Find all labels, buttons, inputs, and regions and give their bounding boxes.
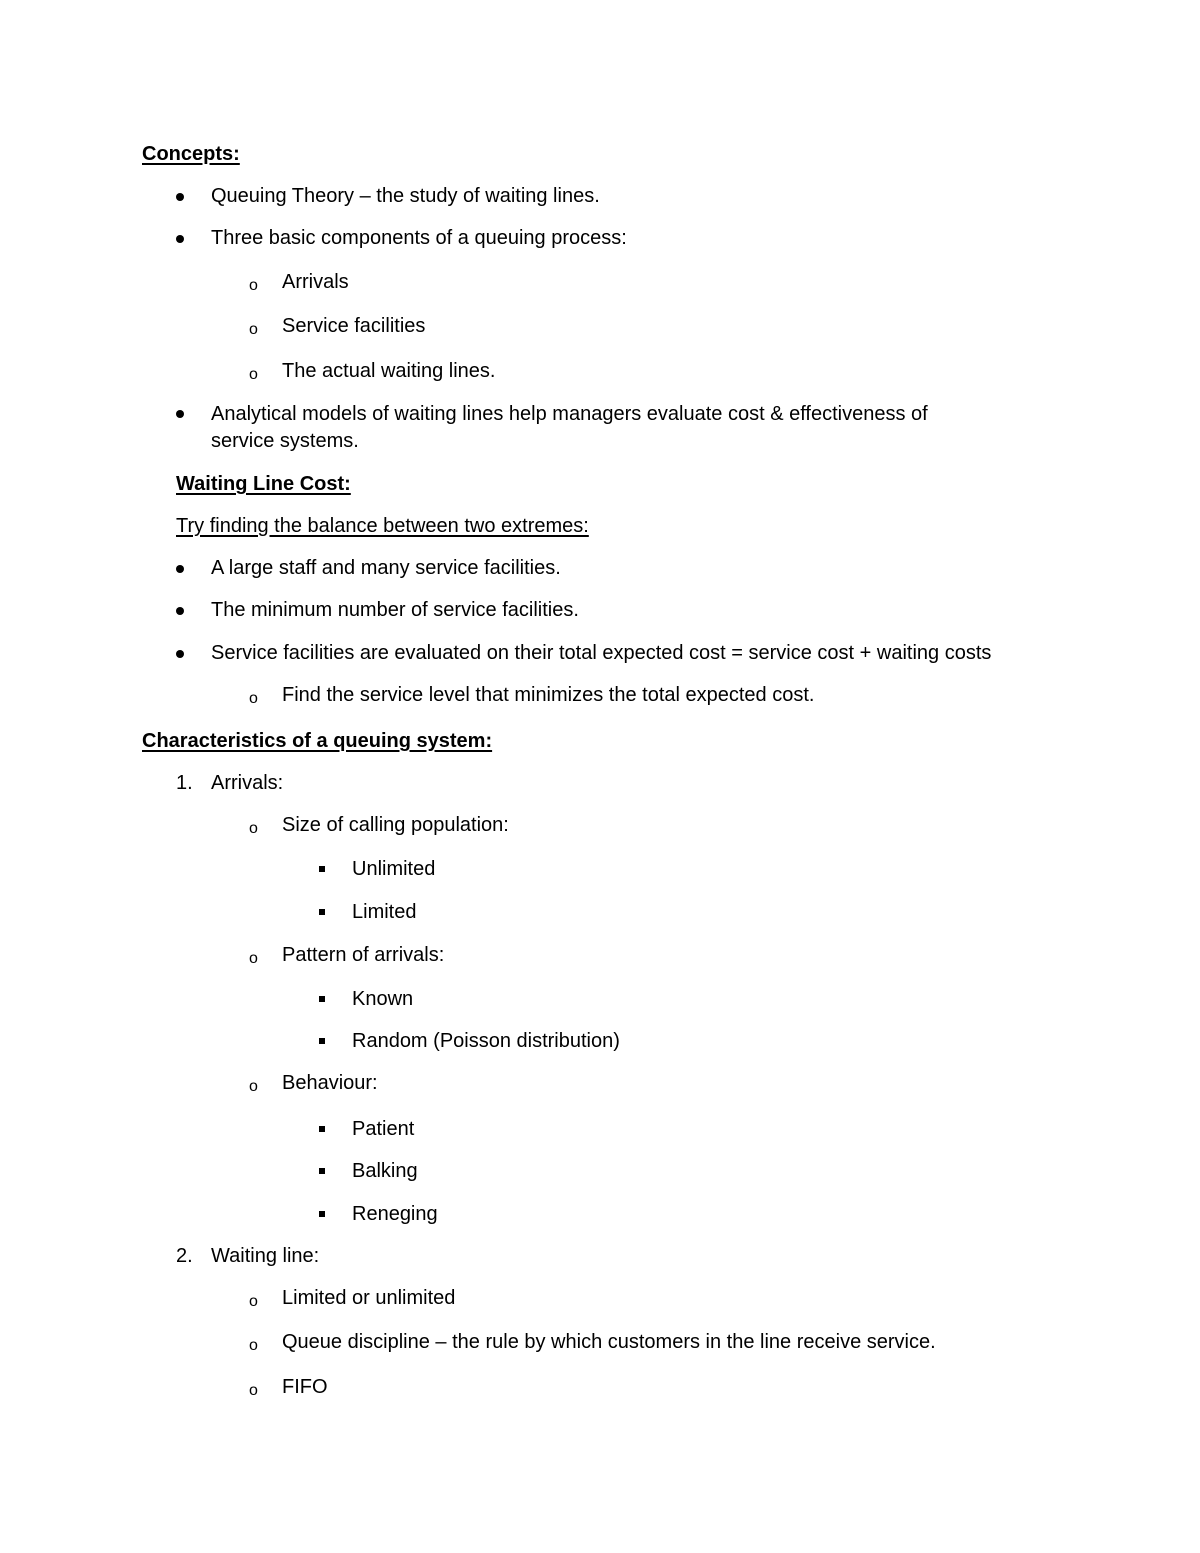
bullet-dot <box>176 410 184 418</box>
waiting-line-cost-intro: Try finding the balance between two extremes: <box>176 515 589 537</box>
arrivals-label: Arrivals: <box>211 772 284 794</box>
waiting-line-label: Waiting line: <box>211 1245 320 1267</box>
cost-bullet: Service facilities are evaluated on their total expected cost = service cost + waiting costs <box>211 642 992 664</box>
square-bullet <box>319 1168 325 1174</box>
cost-bullet: A large staff and many service facilities. <box>211 557 561 579</box>
bullet-dot <box>176 193 184 201</box>
circle-bullet: o <box>249 366 258 383</box>
waiting-line-item: Queue discipline – the rule by which customers in the line receive service. <box>282 1331 936 1353</box>
square-bullet <box>319 1126 325 1132</box>
circle-bullet: o <box>249 321 258 338</box>
square-bullet <box>319 1211 325 1217</box>
list-number: 1. <box>176 772 193 794</box>
concepts-bullet-1: Queuing Theory – the study of waiting lines. <box>211 185 600 207</box>
square-bullet <box>319 866 325 872</box>
circle-bullet: o <box>249 950 258 967</box>
waiting-line-cost-heading: Waiting Line Cost: <box>176 473 351 495</box>
circle-bullet: o <box>249 1293 258 1310</box>
component-item: Service facilities <box>282 315 426 337</box>
pattern-item: Random (Poisson distribution) <box>352 1030 620 1052</box>
characteristics-heading: Characteristics of a queuing system: <box>142 730 493 752</box>
behaviour-item: Patient <box>352 1118 415 1140</box>
circle-bullet: o <box>249 1382 258 1399</box>
behaviour-item: Balking <box>352 1160 418 1182</box>
bullet-dot <box>176 565 184 573</box>
population-item: Unlimited <box>352 858 436 880</box>
circle-bullet: o <box>249 1337 258 1354</box>
square-bullet <box>319 996 325 1002</box>
square-bullet <box>319 1038 325 1044</box>
component-item: The actual waiting lines. <box>282 360 496 382</box>
list-number: 2. <box>176 1245 193 1267</box>
circle-bullet: o <box>249 277 258 294</box>
population-item: Limited <box>352 901 417 923</box>
concepts-bullet-2: Three basic components of a queuing process: <box>211 227 627 249</box>
waiting-line-item: FIFO <box>282 1376 328 1398</box>
cost-bullet: The minimum number of service facilities. <box>211 599 579 621</box>
square-bullet <box>319 909 325 915</box>
bullet-dot <box>176 607 184 615</box>
circle-bullet: o <box>249 1078 258 1095</box>
bullet-dot <box>176 235 184 243</box>
concepts-heading: Concepts: <box>142 143 240 165</box>
size-of-population-label: Size of calling population: <box>282 814 509 836</box>
cost-sub-item: Find the service level that minimizes the total expected cost. <box>282 684 815 706</box>
pattern-item: Known <box>352 988 414 1010</box>
circle-bullet: o <box>249 820 258 837</box>
concepts-bullet-3-line-1: Analytical models of waiting lines help managers evaluate cost & effectiveness of <box>211 403 928 425</box>
circle-bullet: o <box>249 690 258 707</box>
behaviour-label: Behaviour: <box>282 1072 378 1094</box>
concepts-bullet-3-line-2: service systems. <box>211 430 359 452</box>
behaviour-item: Reneging <box>352 1203 438 1225</box>
waiting-line-item: Limited or unlimited <box>282 1287 456 1309</box>
bullet-dot <box>176 650 184 658</box>
component-item: Arrivals <box>282 271 349 293</box>
pattern-of-arrivals-label: Pattern of arrivals: <box>282 944 445 966</box>
